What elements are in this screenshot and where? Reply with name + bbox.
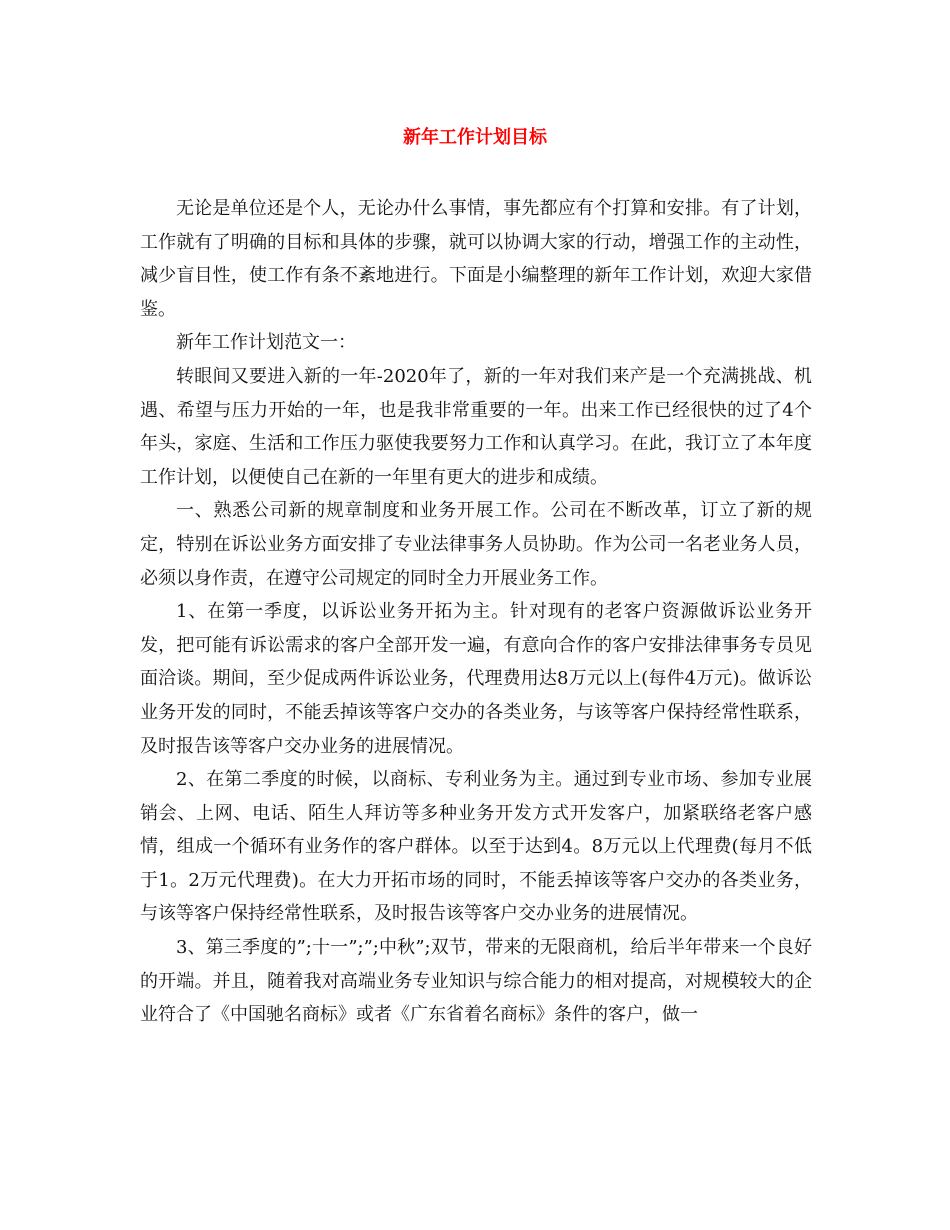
paragraph-intro: 无论是单位还是个人，无论办什么事情，事先都应有个打算和安排。有了计划，工作就有了明确的目标和具体的步骤，就可以协调大家的行动，增强工作的主动性，减少盲目性，使工作有条不紊地进行。下面是小编整理的新年工作计划，欢迎大家借鉴。	[140, 198, 812, 320]
paragraph-third-quarter: 3、第三季度的”;十一”;”;中秋”;双节，带来的无限商机，给后半年带来一个良好的开端。并且，随着我对高端业务专业知识与综合能力的相对提高，对规模较大的企业符合了《中国驰名商标》或者《广东省着名商标》条件的客户，做一	[140, 937, 812, 1026]
paragraph-first-quarter: 1、在第一季度，以诉讼业务开拓为主。针对现有的老客户资源做诉讼业务开发，把可能有诉讼需求的客户全部开发一遍，有意向合作的客户安排法律事务专员见面洽谈。期间，至少促成两件诉讼业务，代理费用达8万元以上(每件4万元)。做诉讼业务开发的同时，不能丢掉该等客户交办的各类业务，与该等客户保持经常性联系，及时报告该等客户交办业务的进展情况。	[140, 601, 812, 757]
paragraph-section-one: 一、熟悉公司新的规章制度和业务开展工作。公司在不断改革，订立了新的规定，特别在诉讼业务方面安排了专业法律事务人员协助。作为公司一名老业务人员，必须以身作责，在遵守公司规定的同时全力开展业务工作。	[140, 500, 812, 589]
document-body	[140, 192, 812, 1032]
paragraph-sample-heading: 新年工作计划范文一：	[176, 332, 356, 354]
paragraph-new-year: 转眼间又要进入新的一年-2020年了，新的一年对我们来产是一个充满挑战、机遇、希望与压力开始的一年，也是我非常重要的一年。出来工作已经很快的过了4个年头，家庭、生活和工作压力驱使我要努力工作和认真学习。在此，我订立了本年度工作计划，以便使自己在新的一年里有更大的进步和成绩。	[140, 365, 812, 488]
paragraph-second-quarter: 2、在第二季度的时候，以商标、专利业务为主。通过到专业市场、参加专业展销会、上网、电话、陌生人拜访等多种业务开发方式开发客户，加紧联络老客户感情，组成一个循环有业务作的客户群体。以至于达到4。8万元以上代理费(每月不低于1。2万元代理费)。在大力开拓市场的同时，不能丢掉该等客户交办的各类业务，与该等客户保持经常性联系，及时报告该等客户交办业务的进展情况。	[140, 769, 812, 925]
page-title: 新年工作计划目标	[403, 127, 547, 148]
